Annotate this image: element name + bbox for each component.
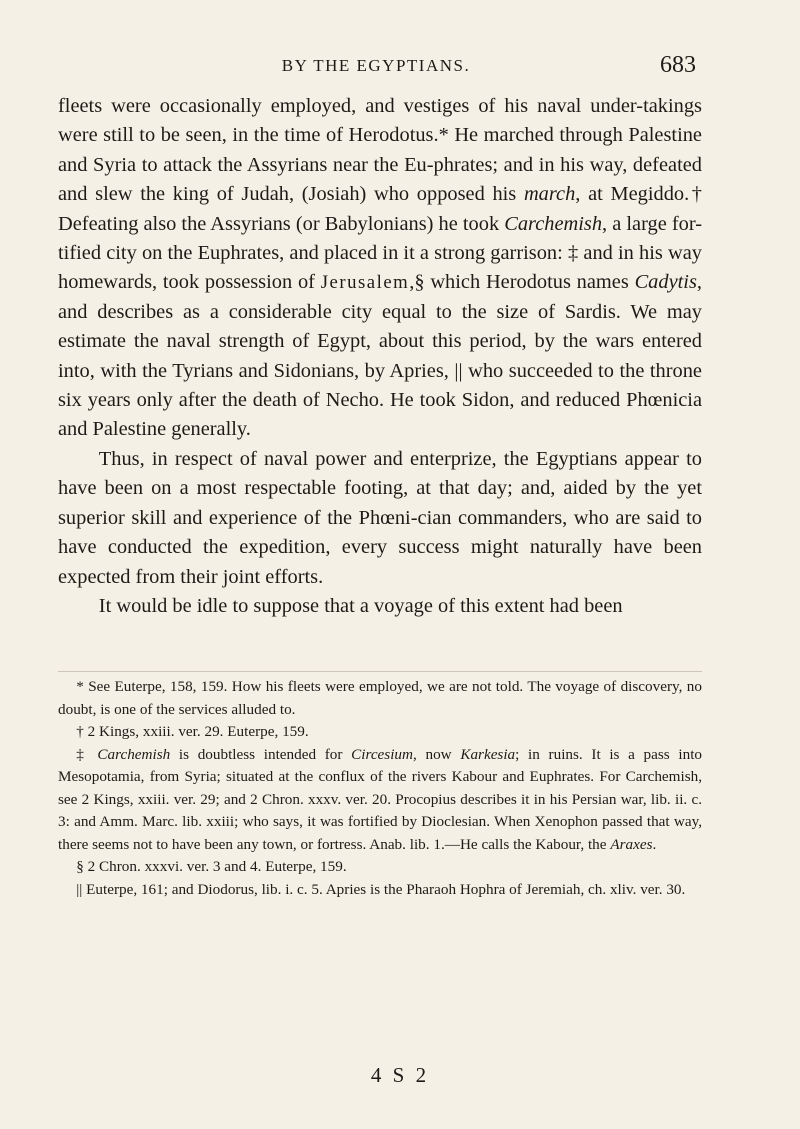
- footnote-5: || Euterpe, 161; and Diodorus, lib. i. c. 5. Apries is the Pharaoh Hophra of Jeremiah, ch. xliv. ver. 30.: [76, 880, 686, 898]
- footnote-1: * See Euterpe, 158, 159. How his fleets were employed, we are not told. The voyage of discovery, no doubt, is one of the services alluded to.: [58, 678, 702, 718]
- p1-segment-4: ,§ which Herodotus names: [409, 271, 635, 294]
- footnotes: [58, 676, 702, 901]
- fn3-text-4: .: [652, 835, 657, 853]
- paragraph-3: It would be idle to suppose that a voyage of this extent had been: [98, 594, 623, 617]
- running-head: BY THE EGYPTIANS.: [281, 56, 471, 75]
- fn3-italic-araxes: Araxes: [610, 835, 653, 853]
- signature-mark: 4 S 2: [370, 1063, 430, 1087]
- p1-smallcaps-jerusalem: Jerusalem: [320, 272, 410, 294]
- footnote-2: † 2 Kings, xxiii. ver. 29. Euterpe, 159.: [76, 723, 309, 740]
- fn3-text-3: ; in ruins. It is a pass into Mesopotamia, from Syria; situated at the conflux of the rivers Kabour and Euphrates. For Carchemish, see 2 Kings, xxiii. ver. 29; and 2 Chron. xxxv. ver. 20. Procopius describes it in his Persian war, lib. ii. c. 3: and Amm. Marc. lib. xxiii; who says, it was fortified by Dioclesian. When Xenophon passed that way, there seems not to have been any town, or fortress. Anab. lib. 1.—He calls the Kabour, the: [58, 745, 703, 853]
- p1-italic-march: march: [523, 183, 576, 206]
- fn3-mark: ‡: [76, 745, 98, 763]
- fn3-text-2: , now: [413, 745, 461, 763]
- main-text: [58, 92, 702, 621]
- fn3-italic-karkesia: Karkesia: [460, 745, 516, 763]
- footnote-rule: [58, 671, 702, 672]
- p1-segment-3: , a large for-tified city on the Euphrates, and placed in it a strong garrison: ‡ and in his way homewards, took possession of: [58, 212, 703, 294]
- page-header: [56, 52, 696, 86]
- paragraph-1: [58, 92, 702, 445]
- p1-segment-2: , at Megiddo.† Defeating also the Assyrians (or Babylonians) he took: [58, 183, 702, 235]
- fn3-italic-carchemish: Carchemish: [97, 745, 171, 763]
- fn3-text-1: is doubtless intended for: [170, 745, 352, 763]
- p1-italic-cadytis: Cadytis: [634, 271, 697, 294]
- p1-segment-5: , and describes as a considerable city equal to the size of Sardis. We may estimate the naval strength of Egypt, about this period, by the wars entered into, with the Tyrians and Sidonians, by Apries, || who succeeded to the throne six years only after the death of Necho. He took Sidon, and reduced Phœnicia and Palestine generally.: [58, 271, 702, 441]
- footnote-4: § 2 Chron. xxxvi. ver. 3 and 4. Euterpe, 159.: [76, 858, 347, 875]
- page-number: 683: [660, 52, 696, 78]
- paragraph-2: Thus, in respect of naval power and enterprize, the Egyptians appear to have been on a most respectable footing, at that day; and, aided by the yet superior skill and experience of the Phœni-cian commanders, who are said to have conducted the expedition, every success might naturally have been expected from their joint efforts.: [58, 447, 702, 588]
- p1-italic-carchemish: Carchemish: [504, 212, 603, 235]
- footnote-3: [58, 744, 702, 857]
- p1-segment-1: fleets were occasionally employed, and vestiges of his naval under-takings were still to be seen, in the time of Herodotus.* He marched through Palestine and Syria to attack the Assyrians near the Eu-phrates; and in his way, defeated and slew the king of Judah, (Josiah) who opposed his: [58, 95, 702, 206]
- fn3-italic-circesium: Circesium: [351, 745, 413, 763]
